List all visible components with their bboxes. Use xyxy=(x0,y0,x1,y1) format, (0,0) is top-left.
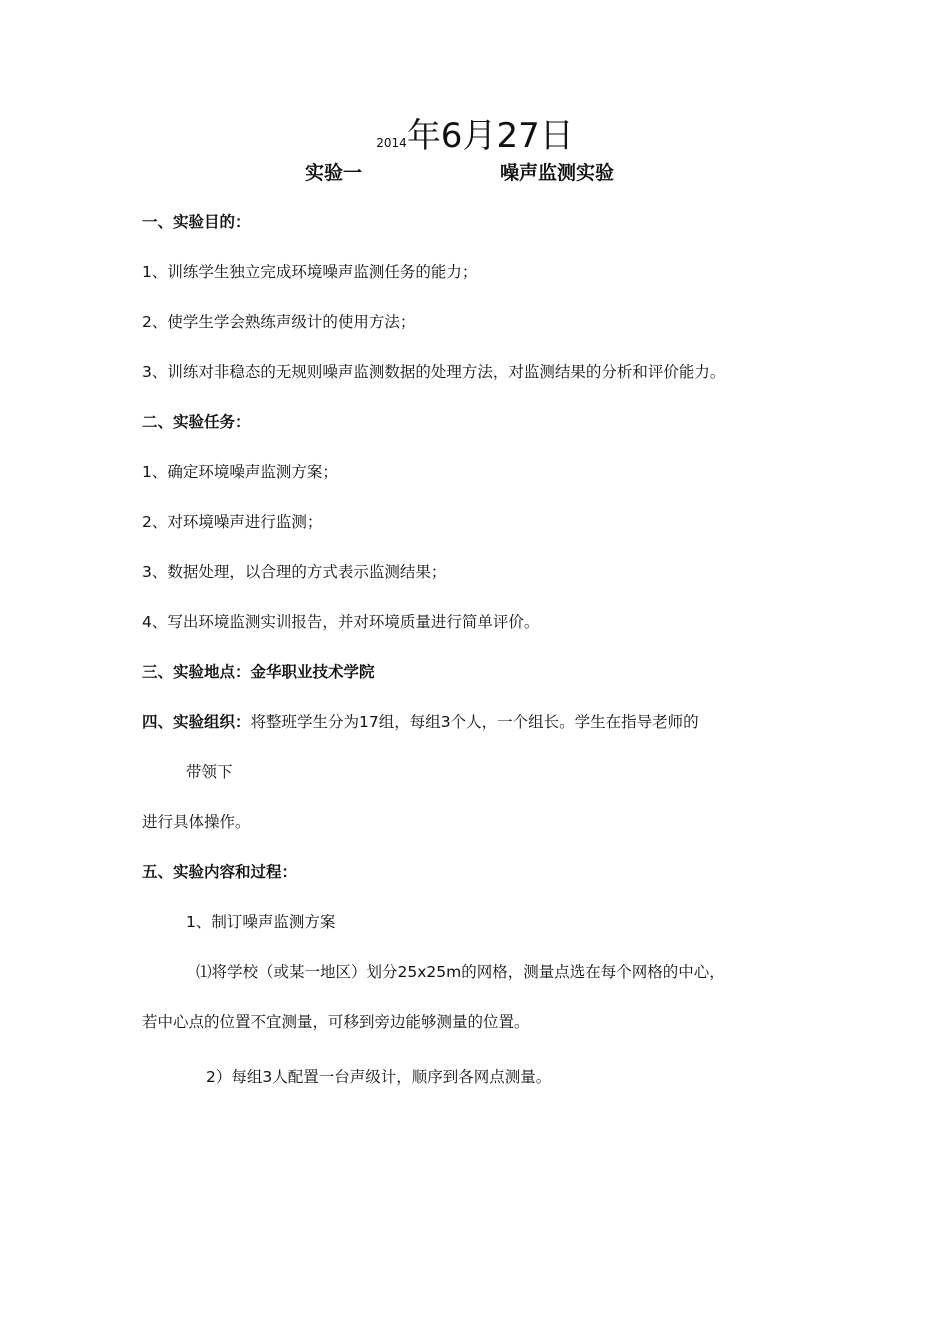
document-title xyxy=(0,158,950,184)
task-item-3: 3、数据处理，以合理的方式表示监测结果； xyxy=(142,563,447,581)
section-location: 三、实验地点：金华职业技术学院 xyxy=(142,663,375,681)
process-paragraph-1b: 若中心点的位置不宜测量，可移到旁边能够测量的位置。 xyxy=(142,1013,530,1031)
date-year: 2014 xyxy=(376,136,407,150)
title-experiment-number: 实验一 xyxy=(305,162,363,184)
section-heading-purpose: 一、实验目的： xyxy=(142,213,251,231)
process-subheading-1: 1、制订噪声监测方案 xyxy=(186,913,336,931)
date-text: 年6月27日 xyxy=(406,116,574,156)
section-heading-tasks: 二、实验任务： xyxy=(142,413,251,431)
task-item-2: 2、对环境噪声进行监测； xyxy=(142,513,323,531)
purpose-item-3: 3、训练对非稳态的无规则噪声监测数据的处理方法，对监测结果的分析和评价能力。 xyxy=(142,363,726,381)
title-experiment-name: 噪声监测实验 xyxy=(500,162,615,184)
task-item-1: 1、确定环境噪声监测方案； xyxy=(142,463,338,481)
organization-continued-1: 带领下 xyxy=(186,763,233,781)
task-item-4: 4、写出环境监测实训报告，并对环境质量进行简单评价。 xyxy=(142,613,540,631)
document-date xyxy=(0,108,950,157)
purpose-item-2: 2、使学生学会熟练声级计的使用方法； xyxy=(142,313,416,331)
section-organization xyxy=(142,711,699,733)
organization-continued-2: 进行具体操作。 xyxy=(142,813,251,831)
section-heading-organization: 四、实验组织： xyxy=(142,713,251,731)
organization-text: 将整班学生分为17组，每组3个人，一个组长。学生在指导老师的 xyxy=(250,713,699,731)
process-paragraph-2: 2）每组3人配置一台声级计，顺序到各网点测量。 xyxy=(206,1068,552,1086)
process-paragraph-1a: ⑴将学校（或某一地区）划分25x25m的网格，测量点选在每个网格的中心， xyxy=(196,963,725,981)
purpose-item-1: 1、训练学生独立完成环境噪声监测任务的能力； xyxy=(142,263,478,281)
section-heading-process: 五、实验内容和过程： xyxy=(142,863,298,881)
